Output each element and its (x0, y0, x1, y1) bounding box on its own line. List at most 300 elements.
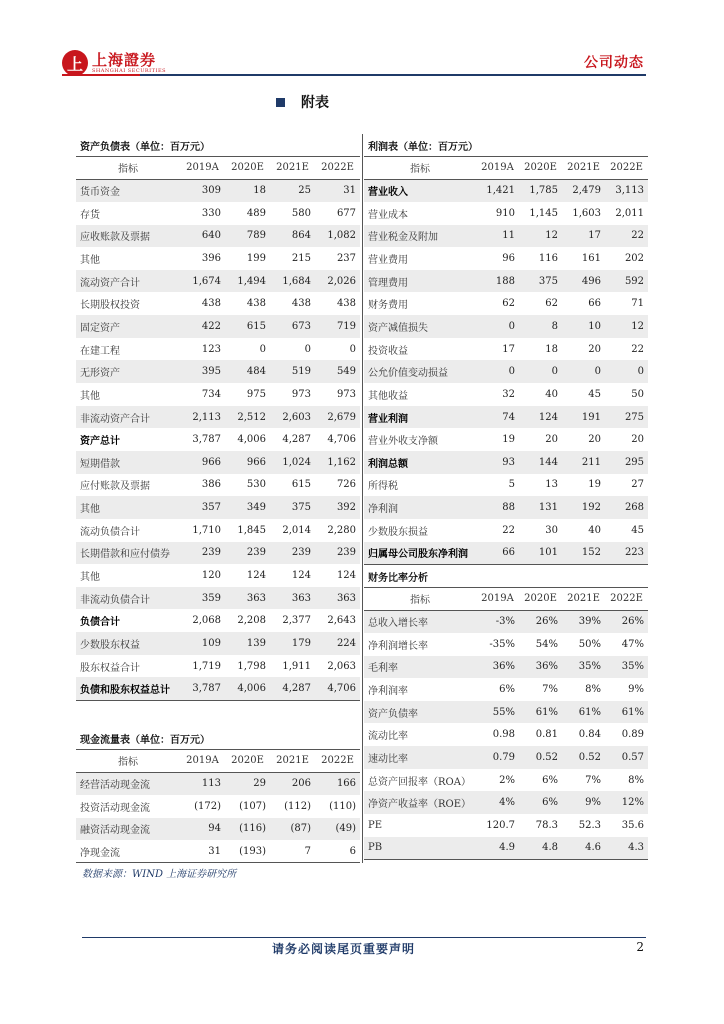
cell-value: 349 (225, 496, 270, 519)
cell-value: 359 (180, 587, 225, 610)
table-row (364, 179, 648, 202)
cell-value: 2,014 (282, 524, 311, 536)
row-label: 投资活动现金流 (80, 802, 150, 814)
cell-value: 35.6 (621, 819, 645, 831)
row-label: 资产减值损失 (364, 315, 476, 338)
company-logo (62, 50, 166, 76)
cell-value: 4,706 (315, 677, 360, 700)
table-row (364, 746, 648, 769)
table-row (76, 795, 360, 818)
table-row (364, 723, 648, 746)
cell-value: 4,706 (327, 434, 357, 446)
cell-value: 0 (476, 360, 519, 383)
row-label: 投资收益 (368, 345, 408, 357)
cell-value: 4.3 (605, 837, 648, 860)
table-row (76, 564, 360, 587)
cell-value: 2,643 (327, 615, 357, 627)
cell-value: 592 (605, 270, 648, 293)
cell-value: 7% (542, 684, 558, 696)
cell-value: 3,113 (605, 179, 648, 202)
cell-value: 2,068 (192, 615, 221, 627)
balance-sheet-table (76, 134, 360, 701)
row-label: 归属母公司股东净利润 (364, 542, 476, 565)
cell-value: 8% (628, 774, 645, 786)
cell-value: -3% (476, 610, 519, 633)
cell-value: 519 (270, 360, 315, 383)
column-header: 2019A (186, 755, 219, 767)
row-label: PE (368, 819, 383, 831)
logo-text: 上海證券 (92, 51, 157, 69)
cell-value: 9% (562, 791, 605, 814)
row-label: 无形资产 (76, 360, 180, 383)
table-row (364, 338, 648, 361)
cell-value: 36% (476, 656, 519, 679)
cell-value: -35% (489, 638, 515, 650)
cell-value: 1,674 (180, 270, 225, 293)
cell-value: 973 (291, 388, 311, 400)
row-label: 负债和股东权益总计 (76, 677, 180, 700)
cell-value: 615 (225, 315, 270, 338)
cell-value: 20 (545, 434, 558, 446)
cell-value: 202 (624, 253, 645, 265)
cell-value: 0 (605, 360, 648, 383)
cell-value: 4,287 (270, 677, 315, 700)
cell-value: 22 (631, 343, 645, 355)
cell-value: 392 (315, 496, 360, 519)
row-label: 长期股权投资 (80, 300, 140, 312)
cell-value: 673 (270, 315, 315, 338)
cell-value: 139 (225, 632, 270, 655)
table-row (364, 496, 648, 519)
column-header: 指标 (410, 164, 430, 176)
cell-value: 123 (201, 343, 221, 355)
cell-value: (110) (329, 800, 357, 812)
cell-value: 386 (201, 479, 221, 491)
table-title-row (76, 727, 360, 750)
column-header: 2020E (231, 755, 264, 767)
cell-value: 12% (605, 791, 648, 814)
column-header: 2022E (321, 755, 354, 767)
cell-value: 27 (631, 479, 645, 491)
financial-ratio-table (364, 565, 648, 860)
table-row (364, 225, 648, 248)
cell-value: 52.3 (578, 819, 601, 831)
cell-value: 45 (588, 388, 601, 400)
row-label: 营业税金及附加 (364, 225, 476, 248)
cell-value: 25 (270, 179, 315, 202)
cell-value: 0.98 (492, 729, 515, 741)
cell-value: 1,421 (476, 179, 519, 202)
cell-value: 192 (562, 496, 605, 519)
cell-value: 973 (336, 388, 357, 400)
cell-value: 93 (476, 451, 519, 474)
cell-value: 549 (315, 360, 360, 383)
cell-value: 11 (476, 225, 519, 248)
cell-value: 0.57 (605, 746, 648, 769)
row-label: 负债合计 (80, 617, 120, 629)
cell-value: 2,512 (225, 406, 270, 429)
column-header: 2019A (186, 162, 219, 174)
cell-value: 19 (588, 479, 601, 491)
cell-value: (107) (239, 800, 266, 812)
column-header: 2021E (276, 755, 309, 767)
cell-value: 0 (562, 360, 605, 383)
row-label: 所得税 (368, 481, 398, 493)
cell-value: 2,280 (327, 524, 357, 536)
column-header: 2020E (231, 162, 264, 174)
cell-value: 47% (621, 638, 645, 650)
table-row (364, 474, 648, 497)
cell-value: 20 (588, 434, 601, 446)
cell-value: 864 (270, 225, 315, 248)
cell-value: 1,798 (237, 660, 266, 672)
cell-value: 438 (336, 298, 357, 310)
cell-value: 309 (180, 179, 225, 202)
table-row (364, 519, 648, 542)
cell-value: 5 (508, 479, 515, 491)
cell-value: 4,006 (225, 677, 270, 700)
cell-value: 223 (605, 542, 648, 565)
row-label: PB (364, 837, 476, 860)
cell-value: 1,719 (192, 660, 221, 672)
row-label: 短期借款 (76, 451, 180, 474)
row-label: 资产负债率 (364, 701, 476, 724)
row-label: 少数股东权益 (76, 632, 180, 655)
row-label: 非流动负债合计 (76, 587, 180, 610)
cell-value: 206 (270, 772, 315, 795)
cell-value: 161 (581, 253, 601, 265)
cell-value: 109 (180, 632, 225, 655)
table-row (76, 542, 360, 565)
table-row (76, 270, 360, 293)
cell-value: 0 (304, 343, 311, 355)
cell-value: 1,494 (225, 270, 270, 293)
table-row (364, 247, 648, 270)
row-label: 在建工程 (80, 345, 120, 357)
row-label: 其他收益 (368, 390, 408, 402)
table-title-row (364, 565, 648, 588)
table-row (364, 610, 648, 633)
cell-value: 640 (180, 225, 225, 248)
cell-value: 268 (605, 496, 648, 519)
cell-value: (116) (225, 818, 270, 841)
row-label: 应收账款及票据 (76, 225, 180, 248)
cell-value: 113 (180, 772, 225, 795)
cell-value: 2,679 (315, 406, 360, 429)
cell-value: 124 (336, 569, 357, 581)
cell-value: 275 (605, 406, 648, 429)
appendix-title: 附表 (301, 95, 329, 111)
column-header: 2020E (524, 162, 557, 174)
cell-value: 239 (270, 542, 315, 565)
cell-value: 0 (519, 360, 562, 383)
cell-value: 1,785 (519, 179, 562, 202)
cash-flow-table (76, 727, 360, 863)
table-row (364, 406, 648, 429)
cell-value: 1,082 (315, 225, 360, 248)
table-row (76, 315, 360, 338)
table-row (76, 587, 360, 610)
cell-value: 166 (315, 772, 360, 795)
table-row (76, 428, 360, 451)
cell-value: 10 (562, 315, 605, 338)
cell-value: 910 (495, 207, 515, 219)
cell-value: 395 (180, 360, 225, 383)
cell-value: 2,479 (562, 179, 605, 202)
cell-value: 6 (315, 840, 360, 863)
logo-english-text: SHANGHAI SECURITIES (92, 68, 167, 74)
table-row (76, 474, 360, 497)
cell-value: 789 (225, 225, 270, 248)
cell-value: 6% (542, 774, 558, 786)
cell-value: 61% (519, 701, 562, 724)
cell-value: 35% (605, 656, 648, 679)
cell-value: 0.79 (476, 746, 519, 769)
row-label: 净利润率 (368, 686, 408, 698)
cell-value: 61% (562, 701, 605, 724)
cell-value: 975 (246, 388, 266, 400)
cell-value: 12 (519, 225, 562, 248)
page-number: 2 (636, 940, 644, 954)
cell-value: 120 (201, 569, 221, 581)
cell-value: 179 (270, 632, 315, 655)
cell-value: 496 (562, 270, 605, 293)
cell-value: 1,845 (237, 524, 266, 536)
cell-value: 0 (476, 315, 519, 338)
cell-value: 26% (519, 610, 562, 633)
cell-value: 188 (476, 270, 519, 293)
table-row (76, 225, 360, 248)
cell-value: 0.52 (519, 746, 562, 769)
cell-value: 101 (519, 542, 562, 565)
cell-value: 375 (519, 270, 562, 293)
row-label: 流动资产合计 (76, 270, 180, 293)
column-header: 2019A (481, 162, 514, 174)
cell-value: 0.52 (562, 746, 605, 769)
cell-value: 116 (538, 253, 558, 265)
cell-value: 6% (519, 791, 562, 814)
table-row (364, 678, 648, 701)
cell-value: 199 (246, 253, 266, 265)
cell-value: 191 (562, 406, 605, 429)
table-row (364, 428, 648, 451)
cell-value: 2,377 (282, 615, 311, 627)
row-label: 总收入增长率 (364, 610, 476, 633)
table-row (76, 451, 360, 474)
cell-value: 734 (201, 388, 221, 400)
table-row (364, 360, 648, 383)
table-title: 现金流量表（单位：百万元） (76, 727, 360, 750)
cell-value: 438 (201, 298, 221, 310)
cell-value: 1,162 (315, 451, 360, 474)
cell-value: 375 (270, 496, 315, 519)
cell-value: 396 (201, 253, 221, 265)
column-header: 2020E (524, 593, 557, 605)
cell-value: 3,787 (180, 677, 225, 700)
header-divider (140, 74, 646, 76)
column-header: 2021E (567, 593, 600, 605)
cell-value: 4% (476, 791, 519, 814)
cell-value: 32 (502, 388, 515, 400)
cell-value: 580 (291, 207, 311, 219)
column-header: 2021E (276, 162, 309, 174)
column-header: 2021E (567, 162, 600, 174)
row-label: 其他 (76, 496, 180, 519)
table-row (364, 315, 648, 338)
cell-value: 152 (562, 542, 605, 565)
cell-value: 22 (502, 524, 515, 536)
cell-value: 4,006 (237, 434, 266, 446)
cell-value: 363 (315, 587, 360, 610)
table-row (76, 840, 360, 863)
cell-value: 357 (180, 496, 225, 519)
logo-mark-icon: 上 (62, 50, 88, 76)
table-row (76, 292, 360, 315)
cell-value: 94 (180, 818, 225, 841)
cell-value: 124 (291, 569, 311, 581)
cell-value: 4.6 (562, 837, 605, 860)
cell-value: 74 (476, 406, 519, 429)
cell-value: 2,113 (180, 406, 225, 429)
cell-value: 2% (499, 774, 515, 786)
cell-value: 45 (631, 524, 645, 536)
row-label: 其他 (80, 571, 100, 583)
footer-divider (82, 937, 646, 938)
cell-value: (193) (225, 840, 270, 863)
row-label: 其他 (80, 390, 100, 402)
cell-value: 20 (631, 434, 645, 446)
cell-value: 237 (336, 253, 357, 265)
table-row (364, 292, 648, 315)
column-header: 2019A (481, 593, 514, 605)
cell-value: 61% (605, 701, 648, 724)
cell-value: 50 (631, 388, 645, 400)
cell-value: 215 (291, 253, 311, 265)
row-label: 货币资金 (76, 179, 180, 202)
header-accent-line (62, 74, 140, 76)
row-label: 存货 (80, 209, 100, 221)
table-header-row (76, 750, 360, 773)
cell-value: 0.84 (578, 729, 601, 741)
row-label: 融资活动现金流 (76, 818, 180, 841)
cell-value: 2,011 (615, 207, 645, 219)
table-row (364, 656, 648, 679)
table-title-row (76, 134, 360, 157)
row-label: 利润总额 (364, 451, 476, 474)
cell-value: 40 (545, 388, 558, 400)
cell-value: 62 (545, 298, 558, 310)
cell-value: 19 (502, 434, 515, 446)
cell-value: 12 (605, 315, 648, 338)
row-label: 经营活动现金流 (76, 772, 180, 795)
cell-value: 22 (605, 225, 648, 248)
cell-value: 4,287 (282, 434, 311, 446)
row-label: 非流动资产合计 (76, 406, 180, 429)
table-row (76, 632, 360, 655)
cell-value: 438 (246, 298, 266, 310)
table-row (364, 791, 648, 814)
cell-value: 9% (628, 684, 645, 696)
column-header: 指标 (118, 757, 138, 769)
row-label: 其他 (80, 255, 100, 267)
cell-value: 18 (545, 343, 558, 355)
row-label: 少数股东损益 (368, 526, 428, 538)
cell-value: 363 (270, 587, 315, 610)
cell-value: 17 (502, 343, 515, 355)
cell-value: 677 (336, 207, 357, 219)
cell-value: 20 (588, 343, 601, 355)
table-row (76, 677, 360, 700)
cell-value: 0 (259, 343, 266, 355)
row-label: 流动比率 (368, 731, 408, 743)
table-title: 财务比率分析 (364, 565, 648, 588)
row-label: 应付账款及票据 (80, 481, 150, 493)
cell-value: 17 (562, 225, 605, 248)
table-row (76, 655, 360, 678)
cell-value: 144 (519, 451, 562, 474)
cell-value: 489 (246, 207, 266, 219)
data-source-note: 数据来源：WIND 上海证券研究所 (82, 869, 237, 880)
cell-value: 66 (588, 298, 601, 310)
column-header: 指标 (118, 164, 138, 176)
cell-value: 211 (562, 451, 605, 474)
table-row (76, 338, 360, 361)
table-row (76, 202, 360, 225)
cell-value: 120.7 (486, 819, 515, 831)
table-row (76, 179, 360, 202)
column-header: 2022E (321, 162, 354, 174)
cell-value: (112) (284, 800, 311, 812)
row-label: 净现金流 (76, 840, 180, 863)
cell-value: 1,710 (192, 524, 221, 536)
row-label: 营业外收支净额 (368, 436, 438, 448)
cell-value: 2,026 (315, 270, 360, 293)
table-row (364, 769, 648, 792)
cell-value: 54% (535, 638, 558, 650)
cell-value: 7 (270, 840, 315, 863)
cell-value: 50% (578, 638, 601, 650)
table-title-row (364, 134, 648, 157)
cell-value: 13 (545, 479, 558, 491)
cell-value: (172) (194, 800, 221, 812)
cell-value: 330 (201, 207, 221, 219)
cell-value: 8% (585, 684, 601, 696)
cell-value: 7% (585, 774, 601, 786)
cell-value: 3,787 (192, 434, 221, 446)
cell-value: 2,603 (270, 406, 315, 429)
cell-value: 1,603 (572, 207, 601, 219)
cell-value: 1,911 (282, 660, 311, 672)
cell-value: 0.89 (621, 729, 645, 741)
column-divider (362, 134, 363, 863)
cell-value: 4.9 (476, 837, 519, 860)
cell-value: 239 (180, 542, 225, 565)
row-label: 营业利润 (364, 406, 476, 429)
table-row (76, 406, 360, 429)
cell-value: 31 (315, 179, 360, 202)
table-header-row (364, 157, 648, 180)
cell-value: 62 (502, 298, 515, 310)
cell-value: 615 (291, 479, 311, 491)
cell-value: 30 (545, 524, 558, 536)
cell-value: 39% (562, 610, 605, 633)
row-label: 资产总计 (80, 436, 120, 448)
table-row (364, 633, 648, 656)
cell-value: 8 (519, 315, 562, 338)
cell-value: 18 (225, 179, 270, 202)
cell-value: 31 (180, 840, 225, 863)
row-label: 公允价值变动损益 (364, 360, 476, 383)
